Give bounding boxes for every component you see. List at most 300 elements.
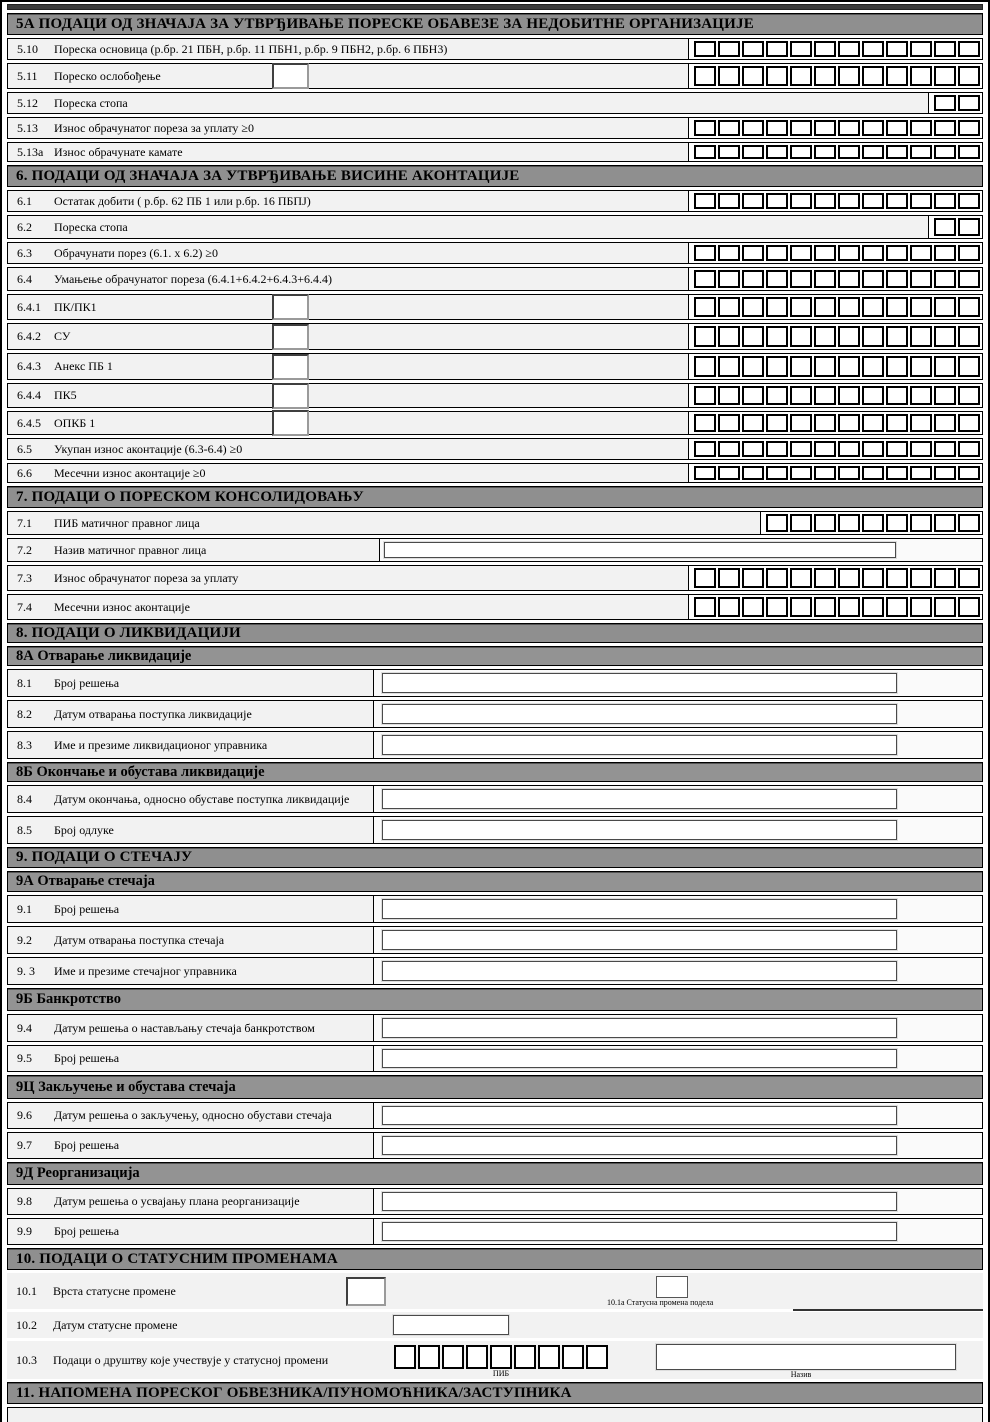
digit-box[interactable] <box>538 1345 560 1369</box>
digit-box[interactable] <box>910 270 932 288</box>
digit-box[interactable] <box>442 1345 464 1369</box>
digit-box[interactable] <box>910 597 932 617</box>
digit-box[interactable] <box>718 356 740 377</box>
digit-box[interactable] <box>838 356 860 377</box>
section-header-sec9c <box>7 1075 983 1099</box>
digit-box[interactable] <box>766 66 788 86</box>
digit-box[interactable] <box>790 466 812 480</box>
row-number: 7.2 <box>17 542 32 557</box>
digit-box[interactable] <box>838 597 860 617</box>
row-label: Врста статусне промене <box>53 1283 176 1298</box>
digit-box[interactable] <box>766 120 788 136</box>
digit-box[interactable] <box>910 145 932 159</box>
digit-box[interactable] <box>910 356 932 377</box>
row-number: 9.7 <box>17 1138 32 1152</box>
row-label: Број одлуке <box>54 822 114 837</box>
digit-box[interactable] <box>862 120 884 136</box>
digit-box[interactable] <box>838 41 860 57</box>
digit-box[interactable] <box>790 441 812 457</box>
label-cell <box>8 958 374 984</box>
digit-box[interactable] <box>742 326 764 347</box>
row-number: 9.6 <box>17 1108 32 1122</box>
text-input-8.2[interactable] <box>382 704 897 724</box>
digit-box[interactable] <box>862 466 884 480</box>
digit-boxes <box>694 120 980 136</box>
row-6.4.3 <box>7 353 983 380</box>
digit-box[interactable] <box>790 145 812 159</box>
text-input-8.1[interactable] <box>382 673 897 693</box>
status-change-type-checkbox[interactable] <box>346 1277 386 1306</box>
digit-box[interactable] <box>862 326 884 347</box>
digit-box[interactable] <box>790 326 812 347</box>
digit-box[interactable] <box>838 66 860 86</box>
digit-box[interactable] <box>934 270 956 288</box>
digit-box[interactable] <box>694 466 716 480</box>
row-9.4 <box>7 1014 983 1042</box>
digit-box[interactable] <box>790 193 812 209</box>
digit-box[interactable] <box>886 514 908 532</box>
digit-box[interactable] <box>934 514 956 532</box>
digit-box[interactable] <box>814 441 836 457</box>
section-title: 10. ПОДАЦИ О СТАТУСНИМ ПРОМЕНАМА <box>16 1250 338 1267</box>
digit-box[interactable] <box>394 1345 416 1369</box>
digit-box[interactable] <box>694 193 716 209</box>
section-header-sec6 <box>7 165 983 187</box>
digit-box[interactable] <box>958 145 980 159</box>
digit-box[interactable] <box>958 270 980 288</box>
digit-box[interactable] <box>862 514 884 532</box>
text-input-9.1[interactable] <box>382 899 897 919</box>
digit-boxes <box>694 326 980 347</box>
digit-box[interactable] <box>694 386 716 405</box>
digit-box[interactable] <box>886 245 908 261</box>
checkbox[interactable] <box>272 324 309 350</box>
row-6.2 <box>7 215 983 239</box>
digit-box[interactable] <box>958 297 980 317</box>
row-number: 10.2 <box>16 1317 37 1332</box>
digit-box[interactable] <box>814 193 836 209</box>
digit-box[interactable] <box>814 66 836 86</box>
digit-box[interactable] <box>886 386 908 405</box>
digit-box[interactable] <box>718 414 740 432</box>
section-header-sec7 <box>7 486 983 508</box>
digit-box[interactable] <box>814 597 836 617</box>
digit-box[interactable] <box>766 41 788 57</box>
digit-box[interactable] <box>934 193 956 209</box>
digit-box[interactable] <box>934 95 956 111</box>
digit-box[interactable] <box>490 1345 512 1369</box>
checkbox[interactable] <box>272 383 309 409</box>
row-9.5 <box>7 1045 983 1072</box>
digit-box[interactable] <box>934 326 956 347</box>
digit-box[interactable] <box>934 66 956 86</box>
digit-box[interactable] <box>718 386 740 405</box>
checkbox[interactable] <box>272 294 309 320</box>
label-cell <box>8 439 689 459</box>
digit-box[interactable] <box>862 414 884 432</box>
digit-box[interactable] <box>742 193 764 209</box>
digit-box[interactable] <box>694 568 716 588</box>
digit-box[interactable] <box>838 386 860 405</box>
section-title: 8Б Окончање и обустава ликвидације <box>16 763 265 780</box>
digit-box[interactable] <box>910 41 932 57</box>
digit-box[interactable] <box>862 356 884 377</box>
section-header-sec9b <box>7 988 983 1011</box>
digit-box[interactable] <box>814 245 836 261</box>
digit-box[interactable] <box>418 1345 440 1369</box>
digit-box[interactable] <box>958 568 980 588</box>
row-9.7 <box>7 1132 983 1159</box>
digit-box[interactable] <box>742 270 764 288</box>
digit-box[interactable] <box>814 514 836 532</box>
digit-boxes <box>694 441 980 457</box>
text-input-8.3[interactable] <box>382 735 897 755</box>
digit-box[interactable] <box>838 568 860 588</box>
digit-box[interactable] <box>910 326 932 347</box>
digit-boxes <box>394 1345 608 1369</box>
digit-box[interactable] <box>766 356 788 377</box>
digit-box[interactable] <box>718 597 740 617</box>
digit-box[interactable] <box>886 466 908 480</box>
digit-box[interactable] <box>862 245 884 261</box>
digit-box[interactable] <box>814 326 836 347</box>
digit-box[interactable] <box>862 386 884 405</box>
digit-box[interactable] <box>814 41 836 57</box>
digit-boxes <box>766 514 980 532</box>
digit-box[interactable] <box>838 466 860 480</box>
digit-box[interactable] <box>742 297 764 317</box>
digit-box[interactable] <box>790 568 812 588</box>
digit-box[interactable] <box>718 297 740 317</box>
row-label: Износ обрачунатог пореза за уплату ≥0 <box>54 120 255 135</box>
digit-box[interactable] <box>742 568 764 588</box>
digit-box[interactable] <box>958 356 980 377</box>
digit-box[interactable] <box>862 193 884 209</box>
digit-box[interactable] <box>742 441 764 457</box>
digit-box[interactable] <box>862 145 884 159</box>
digit-box[interactable] <box>934 41 956 57</box>
digit-box[interactable] <box>862 441 884 457</box>
digit-box[interactable] <box>886 66 908 86</box>
digit-box[interactable] <box>790 120 812 136</box>
digit-box[interactable] <box>886 441 908 457</box>
digit-box[interactable] <box>586 1345 608 1369</box>
checkbox[interactable] <box>272 63 309 89</box>
digit-box[interactable] <box>766 441 788 457</box>
digit-box[interactable] <box>934 568 956 588</box>
digit-box[interactable] <box>790 297 812 317</box>
section-header-sec10 <box>7 1248 983 1270</box>
digit-box[interactable] <box>910 466 932 480</box>
row-number: 6.2 <box>17 219 32 234</box>
row-number: 6.4.5 <box>17 415 41 430</box>
digit-box[interactable] <box>886 414 908 432</box>
digit-box[interactable] <box>766 145 788 159</box>
digit-box[interactable] <box>814 270 836 288</box>
digit-box[interactable] <box>790 245 812 261</box>
digit-box[interactable] <box>766 414 788 432</box>
digit-box[interactable] <box>718 41 740 57</box>
digit-box[interactable] <box>910 386 932 405</box>
section-header-sec11 <box>7 1382 983 1404</box>
section-title: 6. ПОДАЦИ ОД ЗНАЧАЈА ЗА УТВРЂИВАЊЕ ВИСИНЕ АКОНТАЦИЈЕ <box>16 167 520 184</box>
digit-box[interactable] <box>790 514 812 532</box>
digit-box[interactable] <box>934 245 956 261</box>
digit-box[interactable] <box>958 597 980 617</box>
digit-box[interactable] <box>694 356 716 377</box>
pib-label: ПИБ <box>492 1369 510 1378</box>
digit-box[interactable] <box>814 466 836 480</box>
digit-box[interactable] <box>862 270 884 288</box>
digit-box[interactable] <box>790 66 812 86</box>
digit-box[interactable] <box>886 145 908 159</box>
digit-box[interactable] <box>862 597 884 617</box>
digit-box[interactable] <box>718 270 740 288</box>
row-label: Датум решења о настављању стечаја банкротством <box>54 1020 315 1035</box>
digit-box[interactable] <box>958 466 980 480</box>
digit-box[interactable] <box>694 270 716 288</box>
digit-box[interactable] <box>466 1345 488 1369</box>
digit-box[interactable] <box>862 66 884 86</box>
digit-boxes <box>934 95 980 111</box>
row-9.2 <box>7 926 983 954</box>
digit-box[interactable] <box>838 270 860 288</box>
digit-box[interactable] <box>958 193 980 209</box>
row-label: Умањење обрачунатог пореза (6.4.1+6.4.2+6.4.3+6.4.4) <box>54 271 332 286</box>
digit-box[interactable] <box>814 356 836 377</box>
digit-box[interactable] <box>814 414 836 432</box>
digit-box[interactable] <box>910 297 932 317</box>
digit-box[interactable] <box>814 568 836 588</box>
status-change-division-checkbox[interactable] <box>656 1276 688 1298</box>
digit-box[interactable] <box>958 514 980 532</box>
digit-box[interactable] <box>766 466 788 480</box>
digit-box[interactable] <box>886 597 908 617</box>
digit-box[interactable] <box>694 597 716 617</box>
text-input-8.4[interactable] <box>382 789 897 809</box>
digit-box[interactable] <box>958 218 980 236</box>
digit-box[interactable] <box>718 66 740 86</box>
text-input-9.2[interactable] <box>382 930 897 950</box>
digit-box[interactable] <box>934 597 956 617</box>
row-number: 6.4.1 <box>17 299 41 314</box>
digit-box[interactable] <box>514 1345 536 1369</box>
row-label: Износ обрачунате камате <box>54 144 183 159</box>
text-input-9.7[interactable] <box>382 1136 897 1155</box>
digit-box[interactable] <box>694 414 716 432</box>
digit-box[interactable] <box>934 145 956 159</box>
label-cell <box>8 1133 374 1158</box>
digit-box[interactable] <box>766 270 788 288</box>
digit-boxes <box>694 568 980 588</box>
digit-box[interactable] <box>886 41 908 57</box>
digit-box[interactable] <box>694 326 716 347</box>
digit-box[interactable] <box>766 514 788 532</box>
row-6.6 <box>7 463 983 483</box>
section-header-sec5a <box>7 13 983 35</box>
digit-box[interactable] <box>742 145 764 159</box>
digit-box[interactable] <box>694 145 716 159</box>
section-title: 11. НАПОМЕНА ПОРЕСКОГ ОБВЕЗНИКА/ПУНОМОЋНИКА/ЗАСТУПНИКА <box>16 1384 572 1401</box>
digit-box[interactable] <box>910 120 932 136</box>
digit-box[interactable] <box>934 356 956 377</box>
digit-box[interactable] <box>958 441 980 457</box>
digit-box[interactable] <box>958 41 980 57</box>
digit-box[interactable] <box>934 386 956 405</box>
digit-box[interactable] <box>742 597 764 617</box>
digit-box[interactable] <box>910 193 932 209</box>
digit-box[interactable] <box>958 66 980 86</box>
digit-box[interactable] <box>838 245 860 261</box>
digit-box[interactable] <box>694 66 716 86</box>
digit-box[interactable] <box>838 120 860 136</box>
row-8.1 <box>7 669 983 697</box>
remarks-area[interactable] <box>7 1407 983 1422</box>
digit-box[interactable] <box>814 120 836 136</box>
section-title: 7. ПОДАЦИ О ПОРЕСКОМ КОНСОЛИДОВАЊУ <box>16 488 364 505</box>
digit-box[interactable] <box>766 386 788 405</box>
row-number: 9.4 <box>17 1020 32 1035</box>
digit-box[interactable] <box>862 568 884 588</box>
digit-box[interactable] <box>814 386 836 405</box>
digit-box[interactable] <box>838 441 860 457</box>
digit-box[interactable] <box>886 193 908 209</box>
digit-box[interactable] <box>958 120 980 136</box>
company-name-input[interactable] <box>656 1344 956 1370</box>
digit-box[interactable] <box>766 297 788 317</box>
digit-box[interactable] <box>742 120 764 136</box>
text-input-9.9[interactable] <box>382 1222 897 1241</box>
digit-box[interactable] <box>886 120 908 136</box>
digit-box[interactable] <box>742 66 764 86</box>
digit-box[interactable] <box>562 1345 584 1369</box>
digit-box[interactable] <box>862 297 884 317</box>
row-5.13а <box>7 142 983 162</box>
status-change-date-input[interactable] <box>393 1315 509 1335</box>
digit-boxes <box>694 41 980 57</box>
text-input-9.6[interactable] <box>382 1106 897 1125</box>
digit-box[interactable] <box>886 326 908 347</box>
row-label: Анекс ПБ 1 <box>54 359 113 373</box>
digit-box[interactable] <box>742 414 764 432</box>
digit-box[interactable] <box>766 326 788 347</box>
row-number: 5.13а <box>17 144 44 159</box>
digit-box[interactable] <box>934 120 956 136</box>
digit-box[interactable] <box>718 326 740 347</box>
digit-box[interactable] <box>838 414 860 432</box>
digit-box[interactable] <box>910 245 932 261</box>
digit-box[interactable] <box>838 326 860 347</box>
row-6.4.5 <box>7 411 983 435</box>
digit-box[interactable] <box>694 297 716 317</box>
digit-box[interactable] <box>958 326 980 347</box>
digit-box[interactable] <box>958 95 980 111</box>
digit-box[interactable] <box>790 597 812 617</box>
label-cell <box>8 1219 374 1244</box>
digit-box[interactable] <box>694 245 716 261</box>
digit-box[interactable] <box>838 145 860 159</box>
row-6.4.2 <box>7 323 983 350</box>
text-input-9.4[interactable] <box>382 1018 897 1038</box>
digit-box[interactable] <box>838 193 860 209</box>
digit-box[interactable] <box>862 41 884 57</box>
digit-box[interactable] <box>694 441 716 457</box>
digit-box[interactable] <box>910 441 932 457</box>
digit-box[interactable] <box>910 568 932 588</box>
digit-box[interactable] <box>742 466 764 480</box>
digit-box[interactable] <box>718 120 740 136</box>
digit-box[interactable] <box>742 356 764 377</box>
digit-box[interactable] <box>790 386 812 405</box>
digit-box[interactable] <box>766 568 788 588</box>
digit-boxes <box>694 356 980 377</box>
digit-box[interactable] <box>718 193 740 209</box>
digit-box[interactable] <box>886 297 908 317</box>
text-input-8.5[interactable] <box>382 820 897 840</box>
digit-box[interactable] <box>910 66 932 86</box>
digit-box[interactable] <box>886 356 908 377</box>
text-input-9.5[interactable] <box>382 1049 897 1068</box>
digit-box[interactable] <box>718 441 740 457</box>
digit-box[interactable] <box>742 41 764 57</box>
digit-box[interactable] <box>790 41 812 57</box>
digit-box[interactable] <box>742 245 764 261</box>
digit-box[interactable] <box>958 386 980 405</box>
digit-box[interactable] <box>934 414 956 432</box>
row-label: Пореско ослобођење <box>54 68 161 83</box>
digit-box[interactable] <box>718 245 740 261</box>
digit-box[interactable] <box>766 597 788 617</box>
digit-box[interactable] <box>718 145 740 159</box>
digit-box[interactable] <box>790 414 812 432</box>
row-number: 8.3 <box>17 737 32 752</box>
digit-box[interactable] <box>910 514 932 532</box>
row-number: 6.4.2 <box>17 329 41 343</box>
digit-box[interactable] <box>718 466 740 480</box>
row-label: СУ <box>54 329 71 343</box>
digit-box[interactable] <box>934 297 956 317</box>
digit-box[interactable] <box>886 568 908 588</box>
row-6.3 <box>7 242 983 264</box>
digit-box[interactable] <box>934 441 956 457</box>
digit-box[interactable] <box>958 245 980 261</box>
digit-box[interactable] <box>838 297 860 317</box>
digit-box[interactable] <box>766 193 788 209</box>
digit-box[interactable] <box>934 218 956 236</box>
digit-box[interactable] <box>790 270 812 288</box>
digit-box[interactable] <box>814 145 836 159</box>
digit-box[interactable] <box>886 270 908 288</box>
digit-box[interactable] <box>718 568 740 588</box>
digit-box[interactable] <box>958 414 980 432</box>
digit-box[interactable] <box>838 514 860 532</box>
digit-box[interactable] <box>790 356 812 377</box>
digit-box[interactable] <box>742 386 764 405</box>
digit-box[interactable] <box>910 414 932 432</box>
digit-box[interactable] <box>694 120 716 136</box>
checkbox[interactable] <box>272 354 309 380</box>
text-input-7.2[interactable] <box>384 542 896 558</box>
digit-box[interactable] <box>694 41 716 57</box>
digit-box[interactable] <box>934 466 956 480</box>
text-input-9.8[interactable] <box>382 1192 897 1211</box>
row-9.6 <box>7 1102 983 1129</box>
digit-box[interactable] <box>766 245 788 261</box>
text-input-9. 3[interactable] <box>382 961 897 981</box>
digit-box[interactable] <box>814 297 836 317</box>
row-number: 10.1 <box>16 1283 37 1298</box>
checkbox[interactable] <box>272 410 309 436</box>
